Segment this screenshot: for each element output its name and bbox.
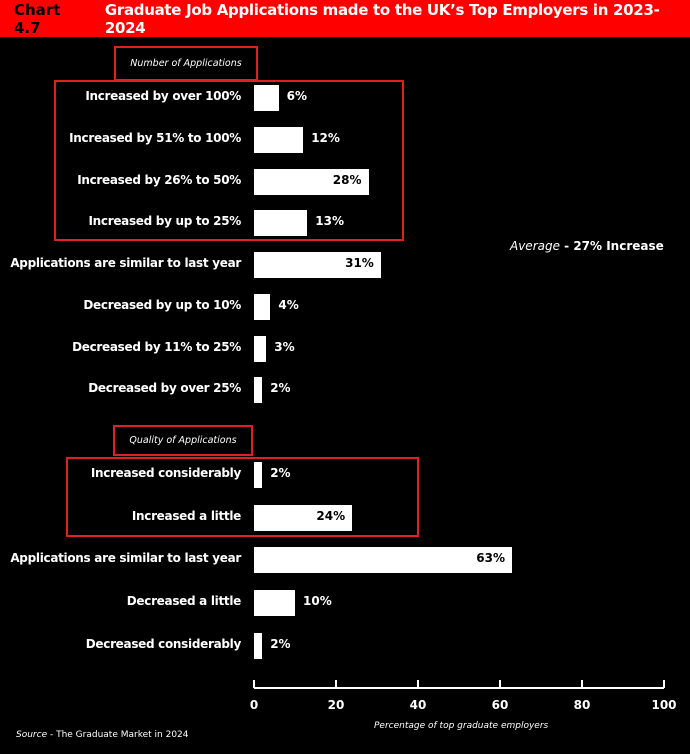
category-label: Increased by 51% to 100% [69,131,241,145]
source-text: - The Graduate Market in 2024 [47,730,189,740]
bar-value-label: 13% [315,214,345,228]
x-tick [417,680,419,688]
category-label: Increased by 26% to 50% [77,173,241,187]
bar-value-label: 4% [278,298,299,312]
average-label: Average [510,239,560,253]
bar [254,210,307,236]
chart-title: Graduate Job Applications made to the UK’s Top Employers in 2023-2024 [104,0,660,37]
bar-value-label: 2% [270,637,291,651]
bar-value-label: 31% [345,256,374,270]
bar [254,547,512,573]
x-tick [499,680,501,688]
x-tick-label: 80 [573,698,591,712]
x-tick [663,680,665,688]
bar [254,377,262,403]
x-tick-label: 40 [409,698,427,712]
x-tick [253,680,255,688]
section-label-quality: Quality of Applications [113,425,253,456]
chart-number: Chart 4.7 [14,0,61,37]
category-label: Decreased a little [126,594,241,608]
average-value: - 27% Increase [559,239,664,253]
bar-value-label: 3% [274,340,295,354]
source-label: Source [16,730,48,740]
x-tick [335,680,337,688]
x-tick [581,680,583,688]
section-label-number: Number of Applications [114,46,258,81]
x-tick-label: 100 [651,698,677,712]
chart-header [0,0,690,37]
bar [254,336,266,362]
x-axis-line [254,687,664,689]
bar-value-label: 63% [476,551,506,565]
bar-value-label: 12% [311,131,340,145]
x-tick-label: 20 [327,698,345,712]
bar-value-label: 28% [332,173,362,187]
category-label: Increased by up to 25% [88,214,241,228]
category-label: Applications are similar to last year [10,551,241,565]
source-note [16,730,189,740]
x-tick-label: 0 [249,698,259,712]
bar-value-label: 10% [303,594,332,608]
x-tick-label: 60 [491,698,509,712]
category-label: Increased considerably [90,466,241,480]
bar [254,590,295,616]
bar [254,462,262,488]
bar [254,633,262,659]
category-label: Increased a little [131,509,241,523]
bar-value-label: 2% [270,466,291,480]
bar [254,127,303,153]
category-label: Decreased by over 25% [88,381,241,395]
bar-value-label: 6% [286,89,307,103]
bar [254,85,279,111]
category-label: Increased by over 100% [85,89,241,103]
category-label: Applications are similar to last year [10,256,241,270]
bar-value-label: 24% [316,509,346,523]
x-axis-label: Percentage of top graduate employers [374,721,549,731]
bar-value-label: 2% [270,381,291,395]
average-annotation [510,239,664,253]
category-label: Decreased by up to 10% [83,298,241,312]
category-label: Decreased by 11% to 25% [72,340,241,354]
category-label: Decreased considerably [85,637,241,651]
bar [254,294,270,320]
